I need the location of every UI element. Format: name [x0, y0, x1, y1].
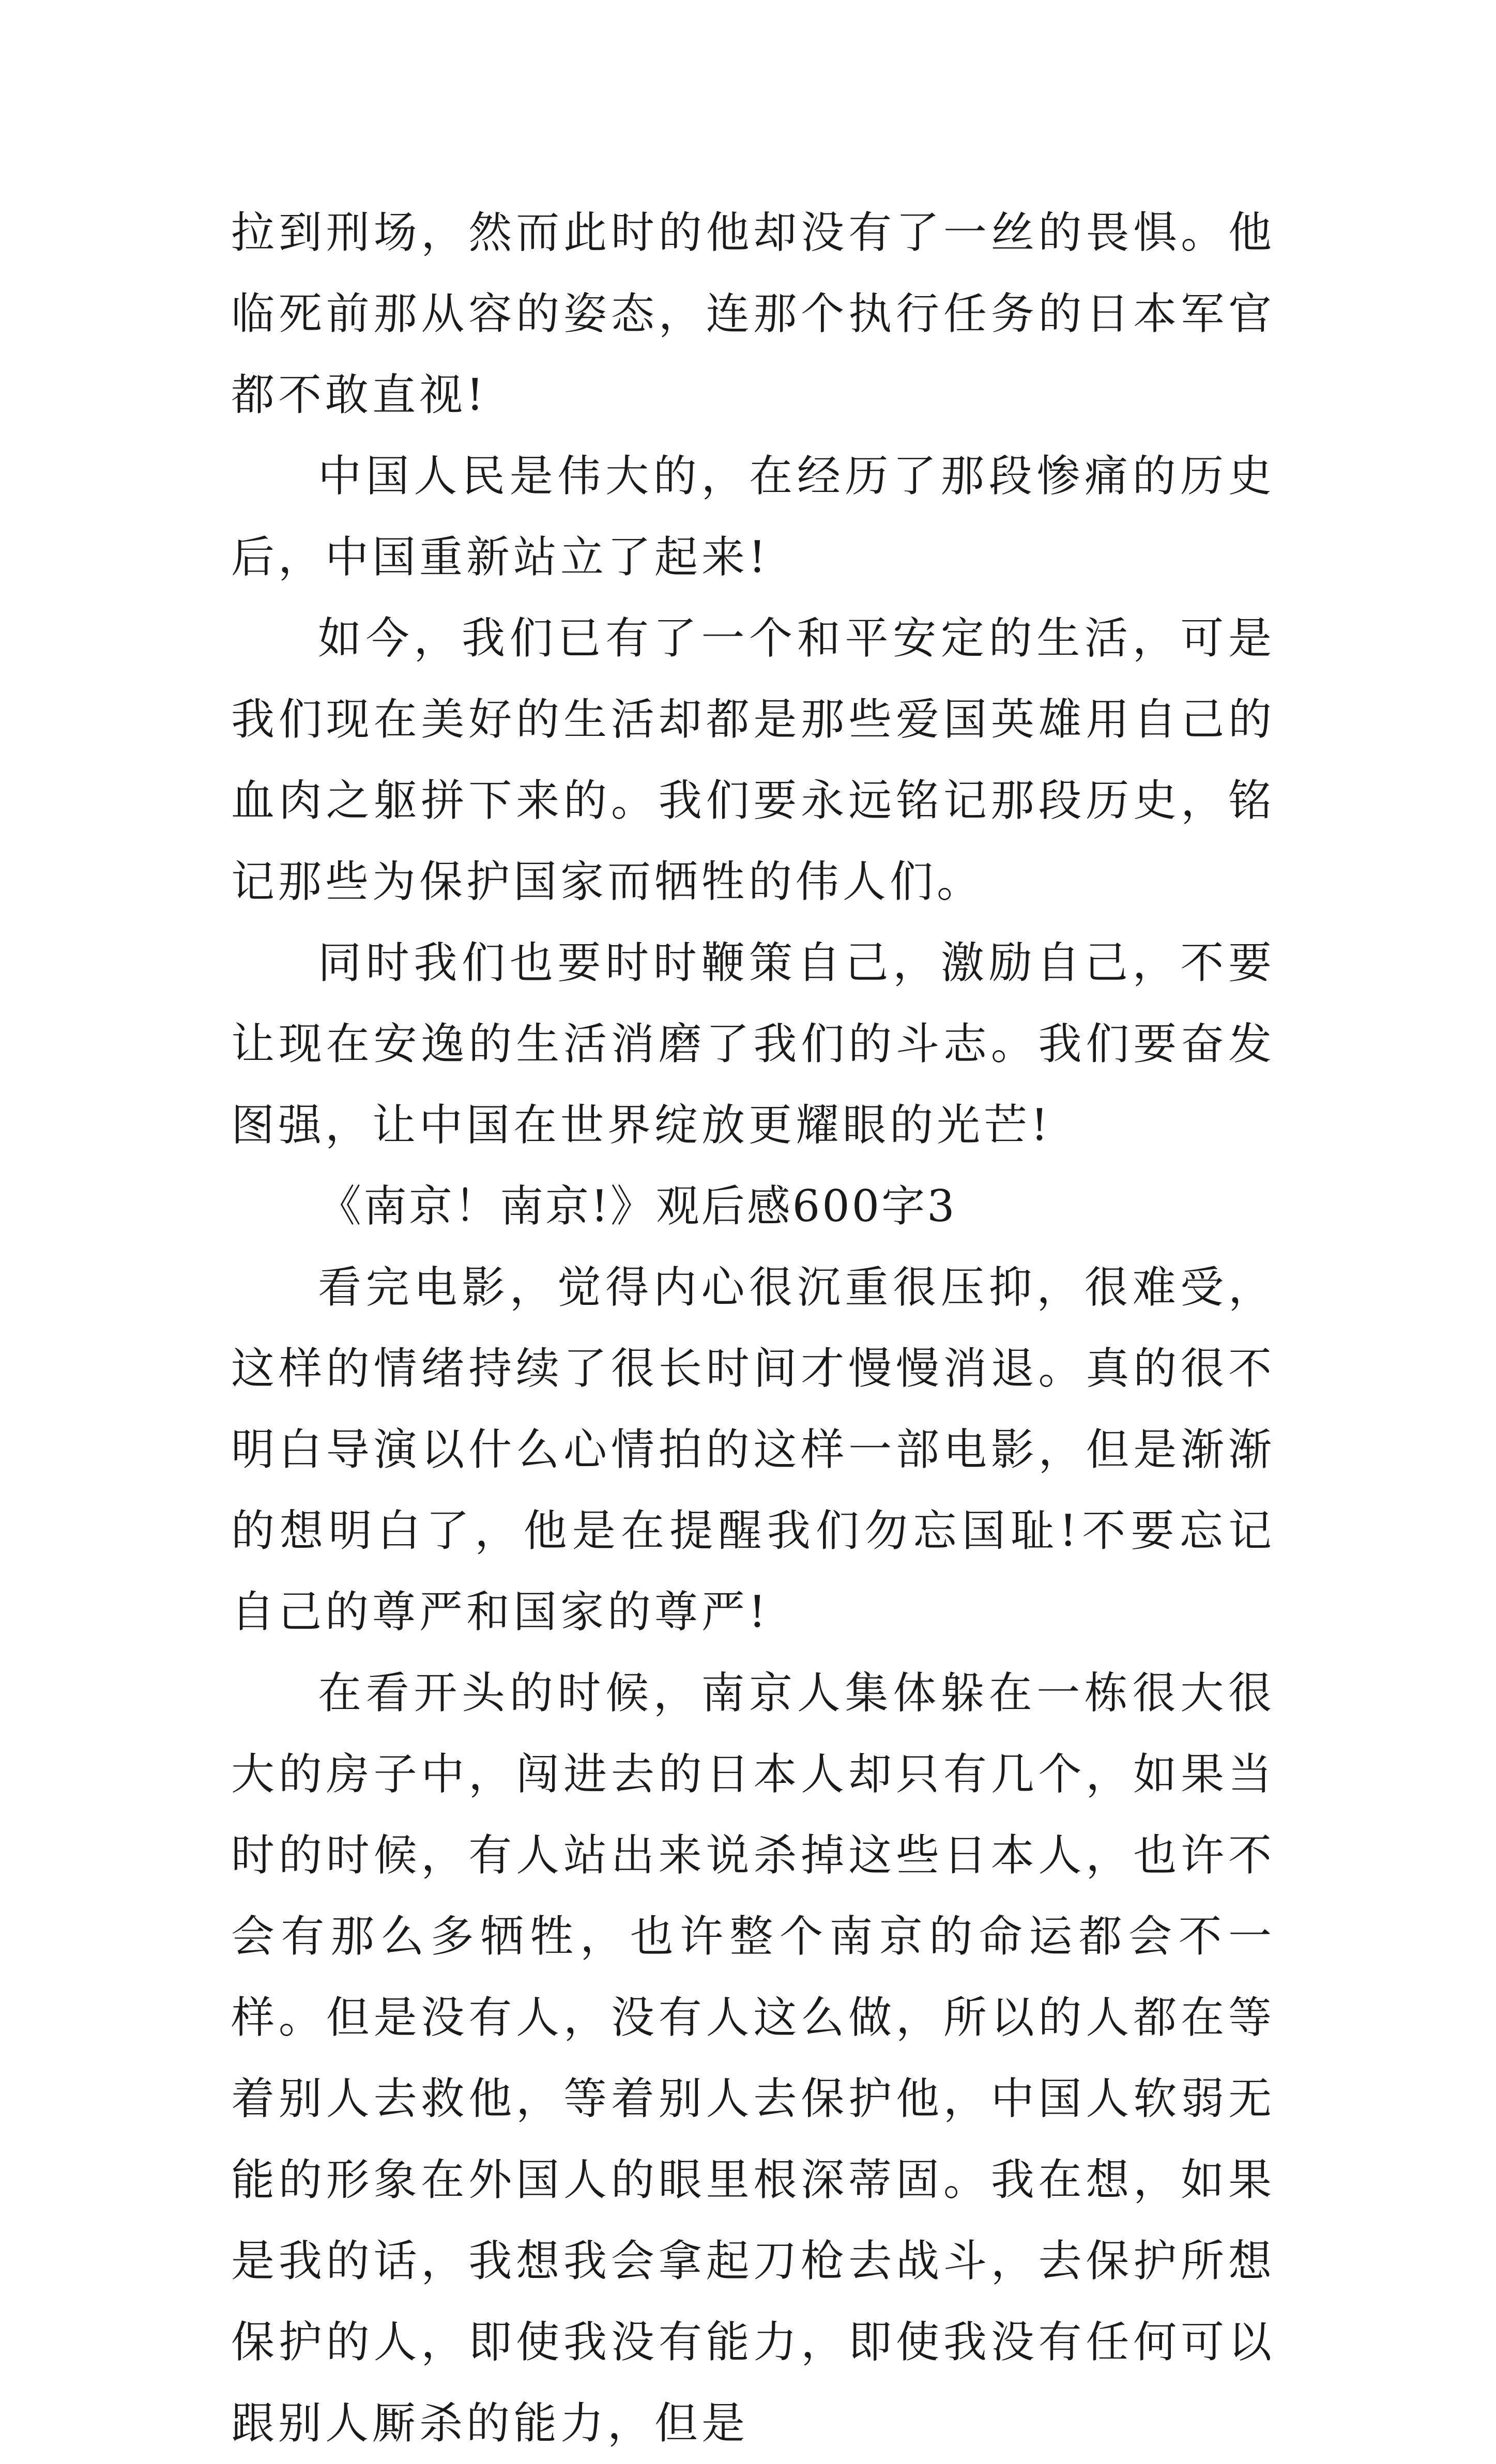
paragraph: 同时我们也要时时鞭策自己，激励自己，不要让现在安逸的生活消磨了我们的斗志。我们要奋发图强，让中国在世界绽放更耀眼的光芒!: [231, 937, 1275, 1150]
document-body: [231, 192, 1275, 2464]
paragraph: 在看开头的时候，南京人集体躲在一栋很大很大的房子中，闯进去的日本人却只有几个，如果当时的时候，有人站出来说杀掉这些日本人，也许不会有那么多牺牲，也许整个南京的命运都会不一样。但是没有人，没有人这么做，所以的人都在等着别人去救他，等着别人去保护他，中国人软弱无能的形象在外国人的眼里根深蒂固。我在想，如果是我的话，我想我会拿起刀枪去战斗，去保护所想保护的人，即使我没有能力，即使我没有任何可以跟别人厮杀的能力，但是: [231, 1668, 1275, 2448]
paragraph-continuation: 拉到刑场，然而此时的他却没有了一丝的畏惧。他临死前那从容的姿态，连那个执行任务的日本军官都不敢直视!: [231, 207, 1275, 420]
paragraph: 中国人民是伟大的，在经历了那段惨痛的历史后，中国重新站立了起来!: [231, 451, 1275, 582]
paragraph: 如今，我们已有了一个和平安定的生活，可是我们现在美好的生活却都是那些爱国英雄用自己的血肉之躯拼下来的。我们要永远铭记那段历史，铭记那些为保护国家而牺牲的伟人们。: [231, 613, 1275, 907]
paragraph: 看完电影，觉得内心很沉重很压抑，很难受，这样的情绪持续了很长时间才慢慢消退。真的很不明白导演以什么心情拍的这样一部电影，但是渐渐的想明白了，他是在提醒我们勿忘国耻!不要忘记自己的尊严和国家的尊严!: [231, 1262, 1275, 1637]
section-heading: 《南京！南京!》观后感600字3: [318, 1181, 957, 1231]
